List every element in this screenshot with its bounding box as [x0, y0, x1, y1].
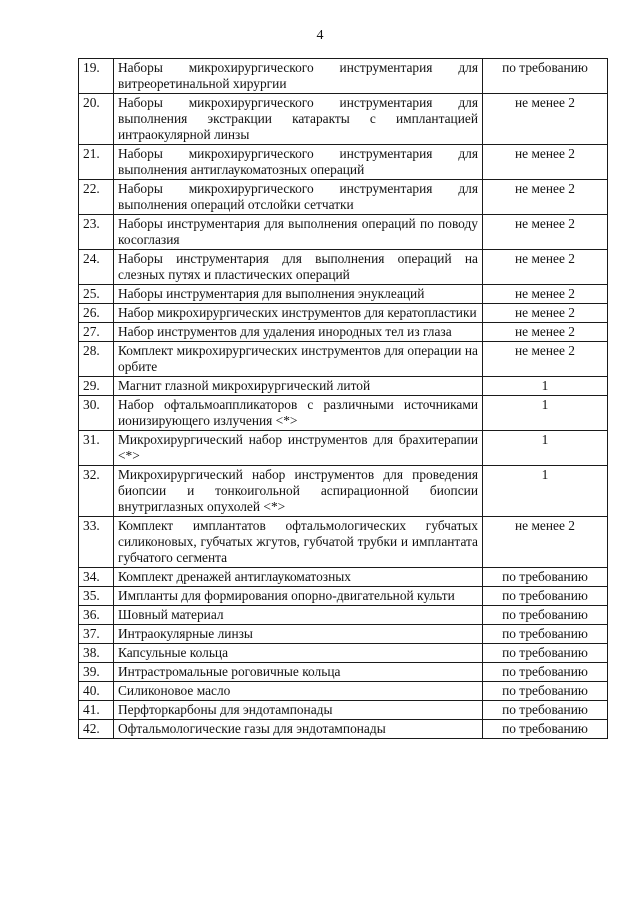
- row-quantity: по требованию: [483, 59, 608, 94]
- row-item-name: Наборы микрохирургического инструментария для выполнения антиглаукоматозных операций: [114, 145, 483, 180]
- row-number: 21.: [79, 145, 114, 180]
- row-number: 22.: [79, 180, 114, 215]
- row-quantity: по требованию: [483, 625, 608, 644]
- row-number: 33.: [79, 517, 114, 568]
- row-number: 35.: [79, 587, 114, 606]
- row-item-name: Комплект дренажей антиглаукоматозных: [114, 568, 483, 587]
- row-quantity: 1: [483, 396, 608, 431]
- table-row: [79, 587, 608, 606]
- row-quantity: не менее 2: [483, 304, 608, 323]
- table-row: [79, 285, 608, 304]
- row-item-name: Наборы микрохирургического инструментария для выполнения операций отслойки сетчатки: [114, 180, 483, 215]
- row-quantity: по требованию: [483, 606, 608, 625]
- page-number: 4: [316, 28, 324, 43]
- row-number: 23.: [79, 215, 114, 250]
- equipment-table: [78, 58, 608, 739]
- row-number: 40.: [79, 682, 114, 701]
- table-row: [79, 377, 608, 396]
- row-quantity: 1: [483, 377, 608, 396]
- table-row: [79, 145, 608, 180]
- row-quantity: по требованию: [483, 568, 608, 587]
- row-number: 24.: [79, 250, 114, 285]
- row-quantity: не менее 2: [483, 342, 608, 377]
- row-quantity: по требованию: [483, 644, 608, 663]
- row-number: 36.: [79, 606, 114, 625]
- row-number: 42.: [79, 720, 114, 739]
- table-row: [79, 396, 608, 431]
- row-number: 25.: [79, 285, 114, 304]
- equipment-table-body: [79, 59, 608, 739]
- table-row: [79, 431, 608, 466]
- table-row: [79, 304, 608, 323]
- row-item-name: Наборы микрохирургического инструментария для витреоретинальной хирургии: [114, 59, 483, 94]
- table-row: [79, 517, 608, 568]
- table-row: [79, 606, 608, 625]
- row-number: 27.: [79, 323, 114, 342]
- table-row: [79, 180, 608, 215]
- row-quantity: по требованию: [483, 682, 608, 701]
- table-row: [79, 720, 608, 739]
- row-item-name: Офтальмологические газы для эндотампонады: [114, 720, 483, 739]
- row-item-name: Наборы инструментария для выполнения энуклеаций: [114, 285, 483, 304]
- table-row: [79, 342, 608, 377]
- row-quantity: по требованию: [483, 720, 608, 739]
- row-number: 28.: [79, 342, 114, 377]
- row-quantity: не менее 2: [483, 215, 608, 250]
- row-number: 30.: [79, 396, 114, 431]
- row-item-name: Импланты для формирования опорно-двигательной культи: [114, 587, 483, 606]
- row-quantity: не менее 2: [483, 180, 608, 215]
- row-item-name: Наборы инструментария для выполнения операций на слезных путях и пластических операций: [114, 250, 483, 285]
- row-number: 41.: [79, 701, 114, 720]
- table-row: [79, 94, 608, 145]
- row-number: 31.: [79, 431, 114, 466]
- row-quantity: 1: [483, 431, 608, 466]
- row-item-name: Микрохирургический набор инструментов для брахитерапии <*>: [114, 431, 483, 466]
- row-quantity: по требованию: [483, 701, 608, 720]
- row-item-name: Комплект имплантатов офтальмологических губчатых силиконовых, губчатых жгутов, губчатой трубки и имплантата губчатого сегмента: [114, 517, 483, 568]
- table-row: [79, 644, 608, 663]
- row-item-name: Микрохирургический набор инструментов для проведения биопсии и тонкоигольной аспирационной биопсии внутриглазных опухолей <*>: [114, 466, 483, 517]
- row-number: 19.: [79, 59, 114, 94]
- row-number: 37.: [79, 625, 114, 644]
- row-item-name: Интраокулярные линзы: [114, 625, 483, 644]
- row-item-name: Комплект микрохирургических инструментов для операции на орбите: [114, 342, 483, 377]
- row-item-name: Шовный материал: [114, 606, 483, 625]
- row-quantity: не менее 2: [483, 517, 608, 568]
- row-item-name: Капсульные кольца: [114, 644, 483, 663]
- row-item-name: Набор микрохирургических инструментов для кератопластики: [114, 304, 483, 323]
- row-item-name: Перфторкарбоны для эндотампонады: [114, 701, 483, 720]
- row-quantity: не менее 2: [483, 145, 608, 180]
- row-quantity: по требованию: [483, 663, 608, 682]
- row-item-name: Силиконовое масло: [114, 682, 483, 701]
- table-row: [79, 250, 608, 285]
- row-item-name: Интрастромальные роговичные кольца: [114, 663, 483, 682]
- row-number: 34.: [79, 568, 114, 587]
- row-number: 29.: [79, 377, 114, 396]
- row-quantity: 1: [483, 466, 608, 517]
- row-quantity: не менее 2: [483, 94, 608, 145]
- table-row: [79, 568, 608, 587]
- table-row: [79, 323, 608, 342]
- table-row: [79, 215, 608, 250]
- row-item-name: Набор офтальмоаппликаторов с различными источниками ионизирующего излучения <*>: [114, 396, 483, 431]
- row-quantity: по требованию: [483, 587, 608, 606]
- table-row: [79, 663, 608, 682]
- row-item-name: Магнит глазной микрохирургический литой: [114, 377, 483, 396]
- row-quantity: не менее 2: [483, 285, 608, 304]
- row-number: 32.: [79, 466, 114, 517]
- table-row: [79, 701, 608, 720]
- row-item-name: Наборы микрохирургического инструментария для выполнения экстракции катаракты с имплантацией интраокулярной линзы: [114, 94, 483, 145]
- row-item-name: Наборы инструментария для выполнения операций по поводу косоглазия: [114, 215, 483, 250]
- row-number: 26.: [79, 304, 114, 323]
- row-number: 38.: [79, 644, 114, 663]
- table-row: [79, 466, 608, 517]
- row-item-name: Набор инструментов для удаления инородных тел из глаза: [114, 323, 483, 342]
- table-row: [79, 625, 608, 644]
- row-number: 39.: [79, 663, 114, 682]
- row-number: 20.: [79, 94, 114, 145]
- row-quantity: не менее 2: [483, 250, 608, 285]
- table-row: [79, 682, 608, 701]
- row-quantity: не менее 2: [483, 323, 608, 342]
- table-row: [79, 59, 608, 94]
